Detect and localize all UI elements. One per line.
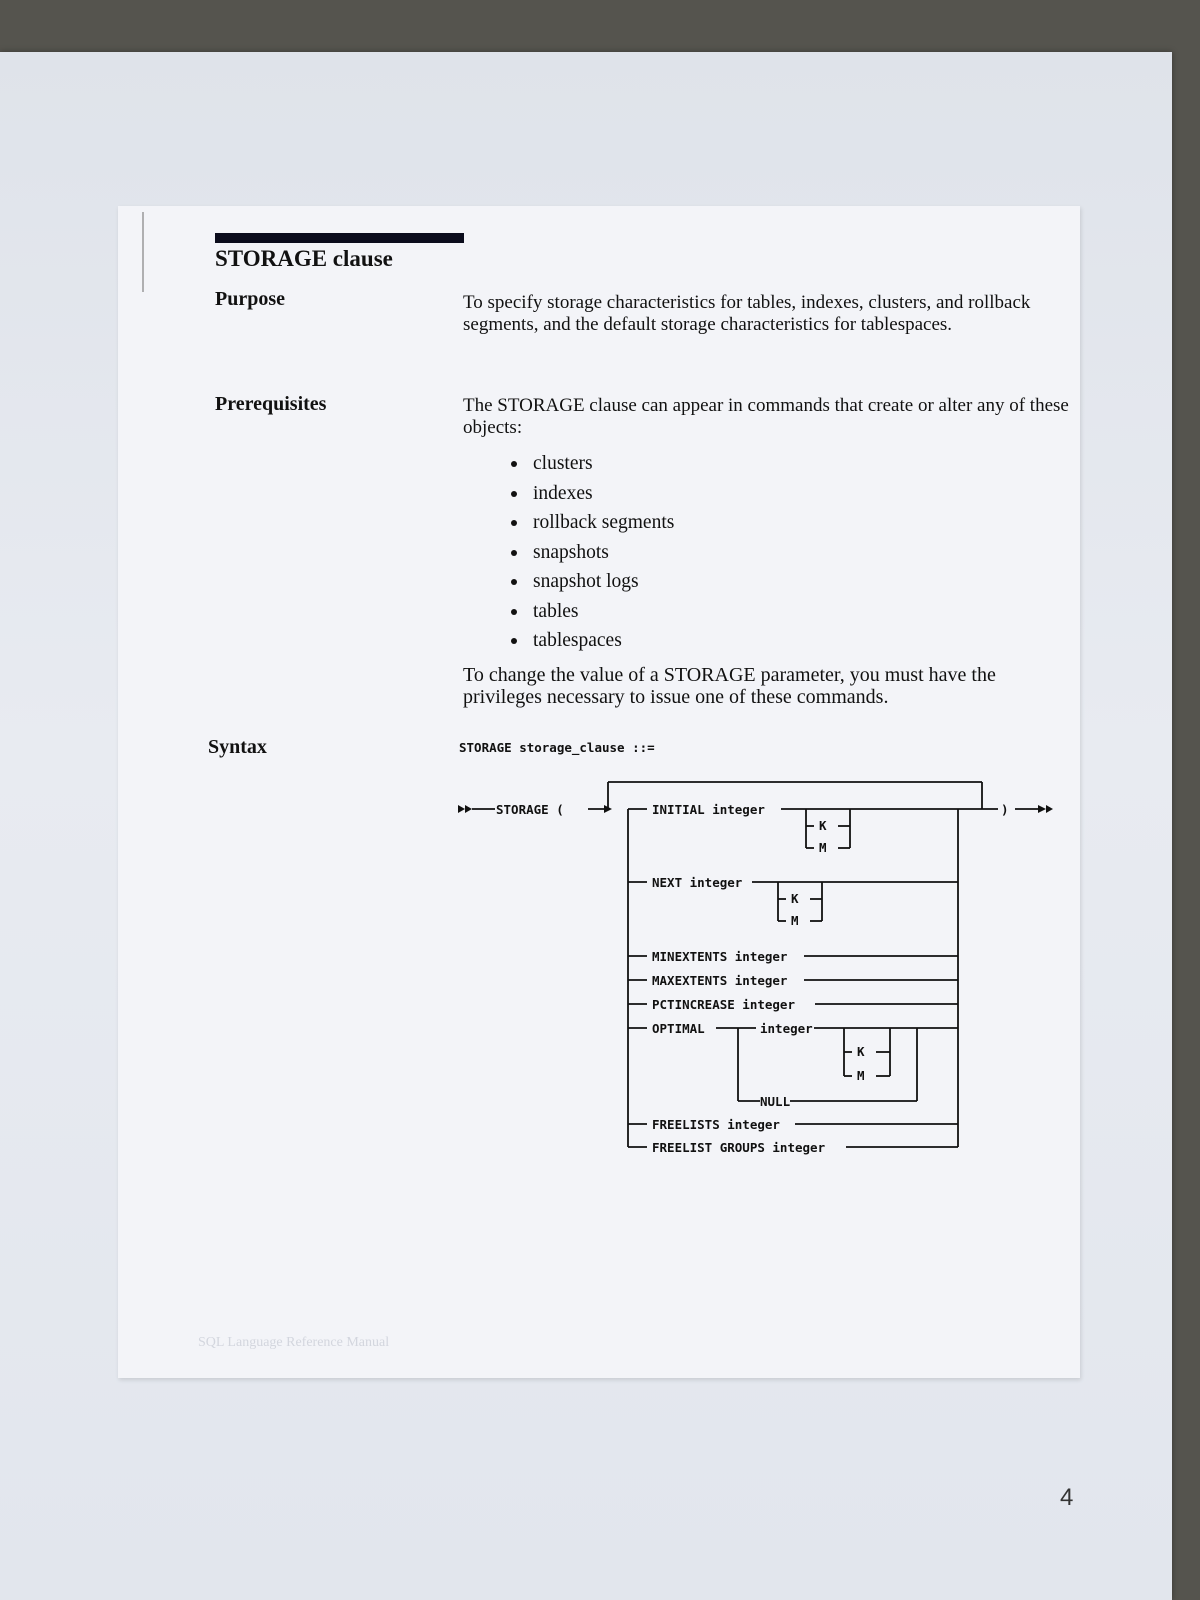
syntax-heading: STORAGE storage_clause ::= — [459, 740, 655, 755]
list-item: tablespaces — [508, 629, 674, 659]
option-freelist-groups: FREELIST GROUPS integer — [652, 1140, 826, 1155]
optimal-integer: integer — [760, 1021, 813, 1036]
bullet-icon — [511, 638, 517, 644]
unit-k: K — [791, 891, 799, 906]
diagram-start: STORAGE ( — [496, 802, 564, 817]
prerequisites-intro: The STORAGE clause can appear in commands that create or alter any of these objects: — [463, 395, 1069, 438]
bullet-icon — [511, 609, 517, 615]
diagram-end: ) — [1001, 802, 1009, 817]
option-freelists: FREELISTS integer — [652, 1117, 780, 1132]
section-title: STORAGE clause — [215, 246, 393, 271]
list-item: snapshots — [508, 541, 674, 571]
bullet-icon — [511, 550, 517, 556]
unit-k: K — [857, 1044, 865, 1059]
unit-m: M — [857, 1068, 865, 1083]
option-initial: INITIAL integer — [652, 802, 765, 817]
prerequisites-label: Prerequisites — [215, 393, 327, 415]
bullet-icon — [511, 520, 517, 526]
prerequisites-note: To change the value of a STORAGE parameter, you must have the privileges necessary to issue one of these commands. — [463, 664, 996, 708]
option-minextents: MINEXTENTS integer — [652, 949, 788, 964]
footer-text: SQL Language Reference Manual — [198, 1335, 390, 1350]
list-item: indexes — [508, 482, 674, 512]
option-optimal: OPTIMAL — [652, 1021, 705, 1036]
list-item: rollback segments — [508, 511, 674, 541]
binding-mark — [142, 212, 144, 292]
list-item: tables — [508, 600, 674, 630]
unit-m: M — [791, 913, 799, 928]
page-number: 4 — [1060, 1484, 1074, 1511]
list-item: clusters — [508, 452, 674, 482]
purpose-label: Purpose — [215, 288, 285, 310]
unit-m: M — [819, 840, 827, 855]
purpose-text: To specify storage characteristics for tables, indexes, clusters, and rollback segments, and the default storage characteristics for tablespaces. — [463, 292, 1031, 335]
syntax-label: Syntax — [208, 736, 267, 758]
list-item: snapshot logs — [508, 570, 674, 600]
option-pctincrease: PCTINCREASE integer — [652, 997, 795, 1012]
syntax-diagram — [440, 770, 1080, 1170]
heading-rule — [215, 233, 464, 243]
option-maxextents: MAXEXTENTS integer — [652, 973, 788, 988]
bullet-icon — [511, 579, 517, 585]
option-next: NEXT integer — [652, 875, 743, 890]
bullet-icon — [511, 491, 517, 497]
unit-k: K — [819, 818, 827, 833]
bullet-icon — [511, 461, 517, 467]
object-list — [508, 452, 674, 659]
optimal-null: NULL — [760, 1094, 791, 1109]
